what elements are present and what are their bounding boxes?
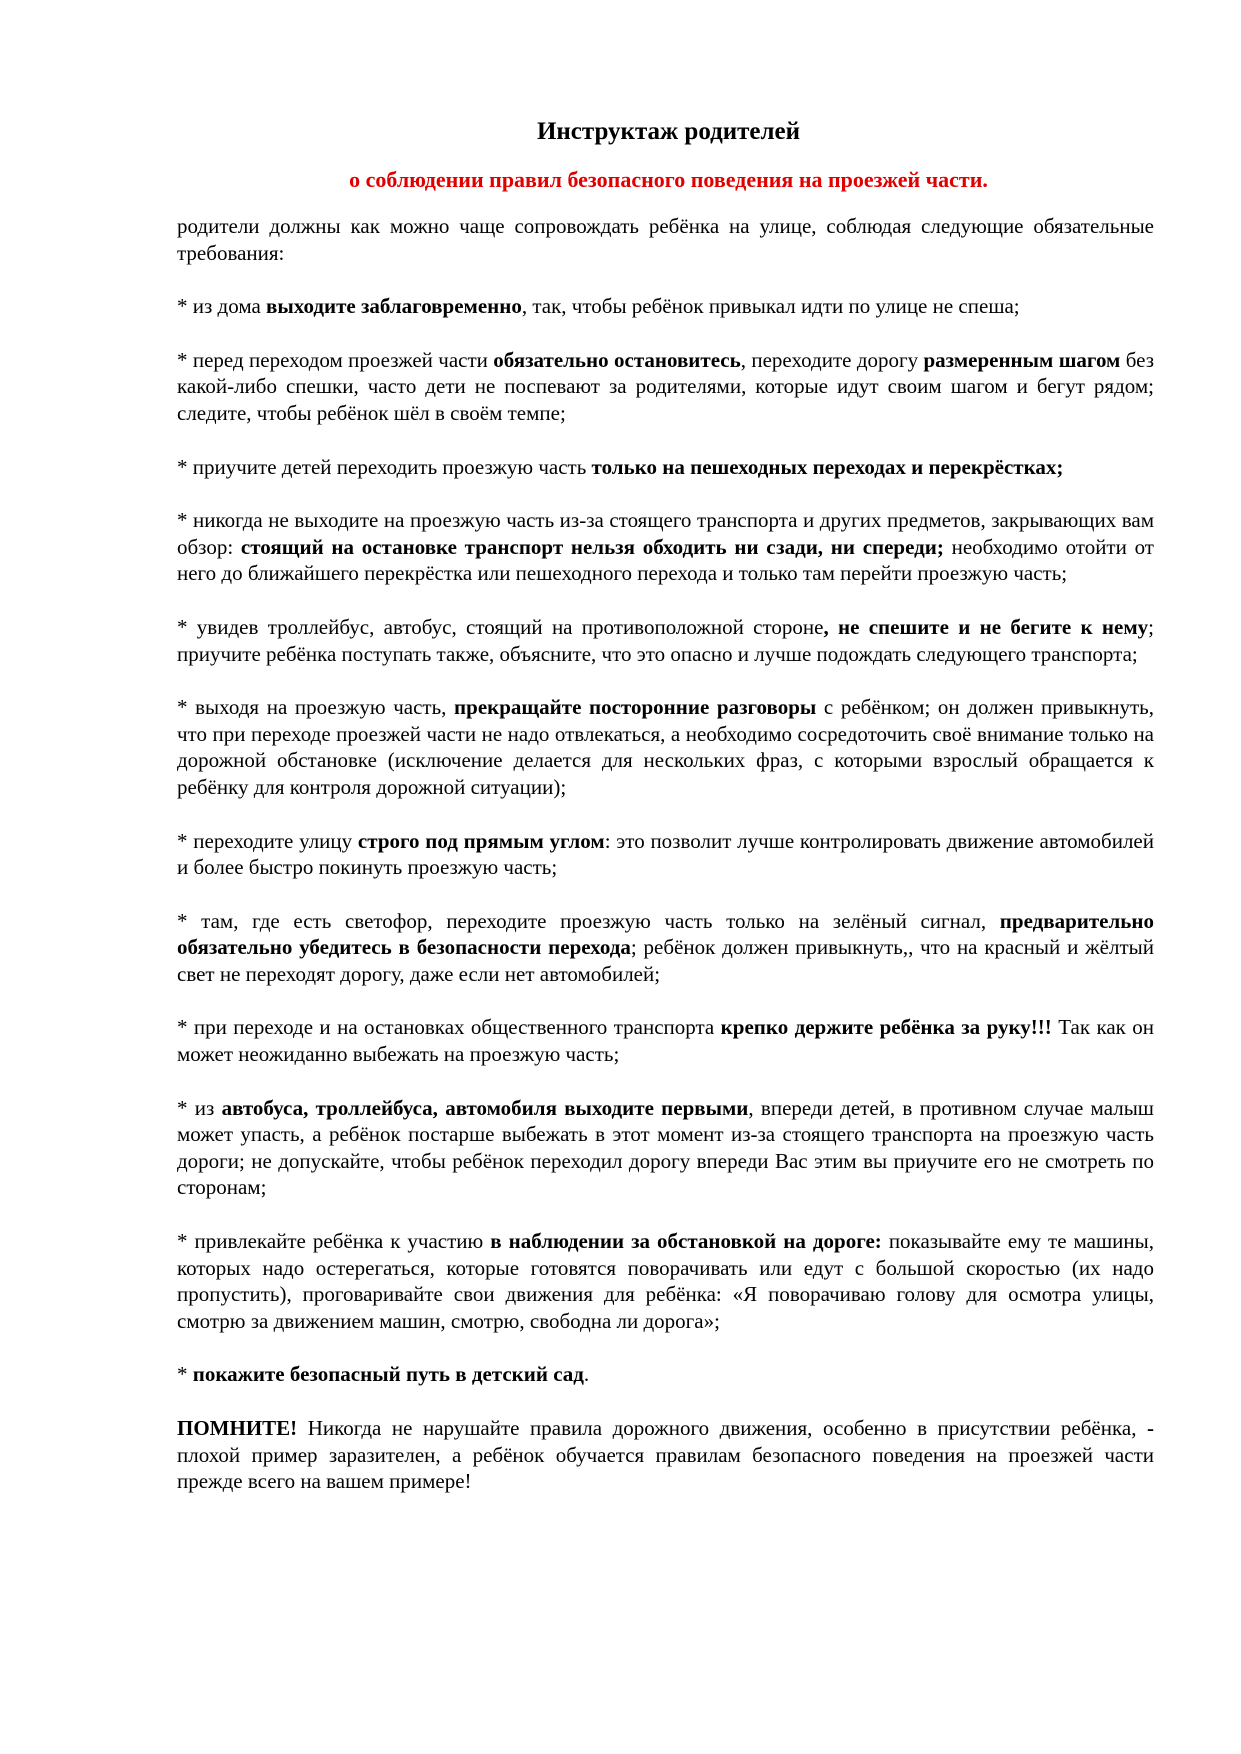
rule-text: * приучите детей переходить проезжую часть [177,454,592,479]
final-text: Никогда не нарушайте правила дорожного движения, особенно в присутствии ребёнка, [297,1416,1147,1440]
rule-paragraph [177,694,1154,800]
rule-emphasis: обязательно остановитесь [493,347,741,372]
rule-paragraph [177,828,1154,881]
rule-emphasis: крепко держите ребёнка за руку!!! [720,1015,1052,1040]
rule-text: без какой-либо спешки, часто дети не поспевают за родителями, которые идут своим шагом и бегут рядом; следите, чтобы ребёнок шёл в своём темпе; [177,347,1155,425]
rule-paragraph [177,1014,1154,1067]
final-paragraph [177,1415,1154,1495]
document-subtitle: о соблюдении правил безопасного поведения на проезжей части. [349,167,988,192]
rule-text: с ребёнком; он должен привыкнуть, что при переходе проезжей части не надо отвлекаться, а необходимо сосредоточить своё внимание только на дорожной обстановке (исключение делается для нескольких фраз, с которыми взрослый обращается к ребёнку для контроля дорожной ситуации); [177,695,1155,799]
rule-text: . [583,1362,590,1387]
rule-text: необходимо отойти от него до ближайшего перекрёстка или пешеходного перехода и только там перейти проезжую часть; [177,534,1154,586]
rule-emphasis: прекращайте посторонние разговоры [454,695,817,720]
rule-text: : это позволит лучше контролировать движение автомобилей и более быстро покинуть проезжую часть; [177,828,1154,880]
rule-emphasis: выходите заблаговременно [266,294,522,319]
rule-text: * [177,1362,193,1387]
rule-paragraph [177,1361,1154,1388]
rule-text: , так, чтобы ребёнок привыкал идти по улице не спеша; [521,294,1020,319]
rule-emphasis: предварительно обязательно убедитесь в безопасности перехода [177,908,1154,960]
rule-emphasis: стоящий на остановке транспорт нельзя обходить ни сзади, ни спереди; [240,534,944,559]
rule-text: * там, где есть светофор, переходите проезжую часть только на зелёный сигнал, [177,908,1000,933]
rule-text: * из дома [177,294,267,319]
rule-text: * переходите улицу [177,828,358,853]
document-title: Инструктаж родителей [536,118,801,145]
rule-paragraph [177,614,1154,667]
rule-emphasis: размеренным шагом [923,347,1121,372]
rule-text: * привлекайте ребёнка к участию [177,1229,491,1254]
intro-paragraph: родители должны как можно чаще сопровождать ребёнка на улице, соблюдая следующие обязательные требования: [177,214,1154,265]
rule-text: * перед переходом проезжей части [177,347,494,372]
rule-paragraph [177,293,1154,320]
rule-text: , впереди детей, в противном случае малыш может упасть, а ребёнок постарше выбежать в этот момент из-за стоящего транспорта на проезжую часть дороги; не допускайте, чтобы ребёнок переходил дорогу впереди Вас этим вы приучите его не смотреть по сторонам; [177,1095,1154,1200]
rule-text: ; ребёнок должен привыкнуть,, что на красный и жёлтый свет не переходят дорогу, даже если нет автомобилей; [177,935,1154,986]
rule-text: ; приучите ребёнка поступать также, объясните, что это опасно и лучше подождать следующего транспорта; [177,614,1154,666]
rule-emphasis: только на пешеходных переходах и перекрёстках; [591,454,1064,479]
rule-text: * выходя на проезжую часть, [177,695,455,720]
final-text: плохой пример заразителен, а ребёнок обучается правилам безопасного поведения на проезжей части прежде всего на вашем примере! [177,1442,1154,1494]
rule-paragraph [177,507,1154,587]
rule-text: * никогда не выходите на проезжую часть из-за стоящего транспорта и других предметов, закрывающих вам обзор: [177,508,1154,559]
rule-emphasis: строго под прямым углом [357,828,605,853]
rule-text: Так как он может неожиданно выбежать на проезжую часть; [177,1015,1155,1067]
rule-text: * при переходе и на остановках общественного транспорта [177,1015,721,1040]
rule-emphasis: , не спешите и не бегите к нему [823,614,1149,639]
final-dash: - [1147,1416,1154,1440]
document-page [177,115,1154,1522]
rule-text: , переходите дорогу [740,347,924,372]
rule-emphasis: покажите безопасный путь в детский сад [192,1362,584,1387]
rule-text: * из [177,1095,222,1120]
rule-paragraph [177,454,1154,481]
rule-text: * увидев троллейбус, автобус, стоящий на противоположной стороне [177,614,824,639]
rule-text: показывайте ему те машины, которых надо остерегаться, которые готовятся поворачивать или едут с большой скоростью (их надо пропустить), проговаривайте свои движения для ребёнка: «Я поворачиваю голову для осмотра улицы, смотрю за движением машин, смотрю, свободна ли дорога»; [177,1229,1155,1333]
rule-paragraph [177,908,1154,988]
remember-label: ПОМНИТЕ! [177,1416,298,1440]
rule-paragraph [177,347,1154,427]
rule-emphasis: в наблюдении за обстановкой на дороге: [490,1229,882,1254]
rule-paragraph [177,1095,1154,1201]
rule-emphasis: автобуса, троллейбуса, автомобиля выходите первыми [221,1095,749,1120]
rule-paragraph [177,1228,1154,1334]
